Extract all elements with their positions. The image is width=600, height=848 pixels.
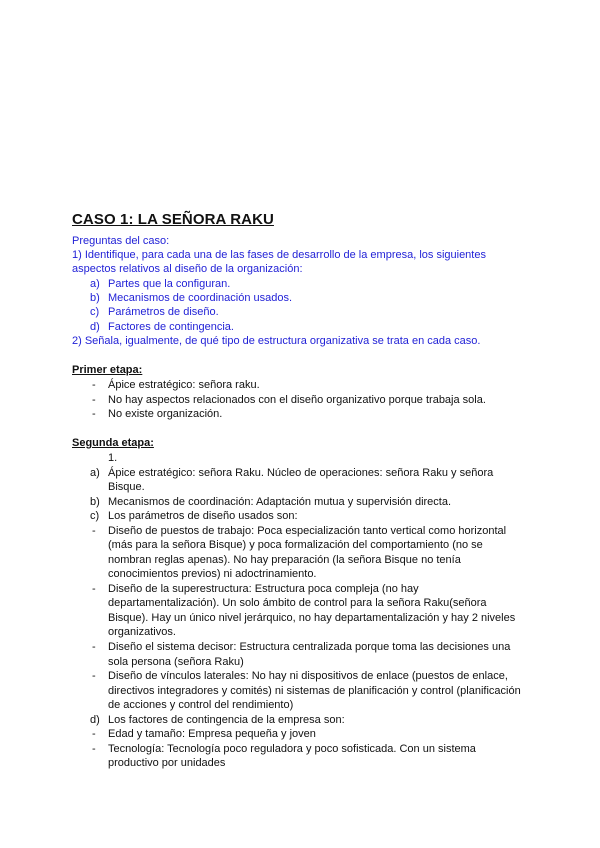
puestos-line-2: (más para la señora Bisque) y poca formalización del comportamiento (no se (108, 539, 483, 551)
question-item-text: Parámetros de diseño. (108, 306, 219, 318)
tecnologia-line-1: Tecnología: Tecnología poco reguladora y poco sofisticada. Con un sistema (108, 743, 476, 755)
edad-line: Edad y tamaño: Empresa pequeña y joven (108, 728, 316, 740)
list-marker: b) (90, 496, 100, 508)
question-item-text: Factores de contingencia. (108, 321, 234, 333)
superestructura-line-2: departamentalización). Un solo ámbito de control para la señora Raku(señora (108, 597, 487, 609)
puestos-line-1: Diseño de puestos de trabajo: Poca especialización tanto vertical como horizontal (108, 525, 507, 537)
bullet-dash: - (92, 583, 96, 595)
mecanismos-line: Mecanismos de coordinación: Adaptación mutua y supervisión directa. (108, 496, 452, 508)
bullet-dash: - (92, 641, 96, 653)
bullet-dash: - (92, 394, 96, 406)
question-1-line-1: 1) Identifique, para cada una de las fases de desarrollo de la empresa, los siguientes (72, 249, 486, 261)
bullet-dash: - (92, 670, 96, 682)
bullet-dash: - (92, 743, 96, 755)
question-item-text: Mecanismos de coordinación usados. (108, 292, 293, 304)
superestructura-line-3: Bisque). Hay un único nivel jerárquico, no hay departamentalización y hay 2 niveles (108, 612, 516, 624)
document-title: CASO 1: LA SEÑORA RAKU (72, 211, 274, 228)
bullet-dash: - (92, 408, 96, 420)
questions-heading: Preguntas del caso: (72, 235, 170, 247)
superestructura-line-1: Diseño de la superestructura: Estructura poca compleja (no hay (108, 583, 419, 595)
bullet-text: No hay aspectos relacionados con el diseño organizativo porque trabaja sola. (108, 394, 486, 406)
question-1-line-2: aspectos relativos al diseño de la organización: (72, 263, 303, 275)
apice-line-2: Bisque. (108, 481, 145, 493)
vinculos-line-3: de acciones y control del rendimiento) (108, 699, 294, 711)
question-item-text: Partes que la configuran. (108, 278, 231, 290)
puestos-line-4: conocimientos previos) ni adoctrinamiento. (108, 568, 317, 580)
bullet-text: Ápice estratégico: señora raku. (108, 379, 260, 391)
list-marker: c) (90, 510, 100, 522)
bullet-dash: - (92, 525, 96, 537)
section-heading-segunda: Segunda etapa: (72, 437, 154, 449)
tecnologia-line-2: productivo por unidades (108, 757, 226, 769)
vinculos-line-1: Diseño de vínculos laterales: No hay ni dispositivos de enlace (puestos de enlace, (108, 670, 508, 682)
numbered-item: 1. (108, 452, 118, 464)
parametros-line: Los parámetros de diseño usados son: (108, 510, 298, 522)
bullet-dash: - (92, 728, 96, 740)
question-item-marker: d) (90, 321, 100, 333)
list-marker: d) (90, 714, 100, 726)
decisor-line-1: Diseño el sistema decisor: Estructura centralizada porque toma las decisiones una (108, 641, 511, 653)
apice-line-1: Ápice estratégico: señora Raku. Núcleo de operaciones: señora Raku y señora (108, 467, 494, 479)
bullet-dash: - (92, 379, 96, 391)
puestos-line-3: nombran reglas apenas). No hay preparación (la señora Bisque no tenía (108, 554, 461, 566)
list-marker: a) (90, 467, 100, 479)
decisor-line-2: sola persona (señora Raku) (108, 656, 244, 668)
question-item-marker: c) (90, 306, 100, 318)
factores-line: Los factores de contingencia de la empresa son: (108, 714, 345, 726)
section-heading-primera: Primer etapa: (72, 364, 143, 376)
question-2: 2) Señala, igualmente, de qué tipo de estructura organizativa se trata en cada caso. (72, 335, 481, 347)
vinculos-line-2: directivos integradores y comités) ni sistemas de planificación y control (planificación (108, 685, 521, 697)
question-item-marker: b) (90, 292, 100, 304)
superestructura-line-4: organizativos. (108, 626, 176, 638)
question-item-marker: a) (90, 278, 100, 290)
bullet-text: No existe organización. (108, 408, 223, 420)
